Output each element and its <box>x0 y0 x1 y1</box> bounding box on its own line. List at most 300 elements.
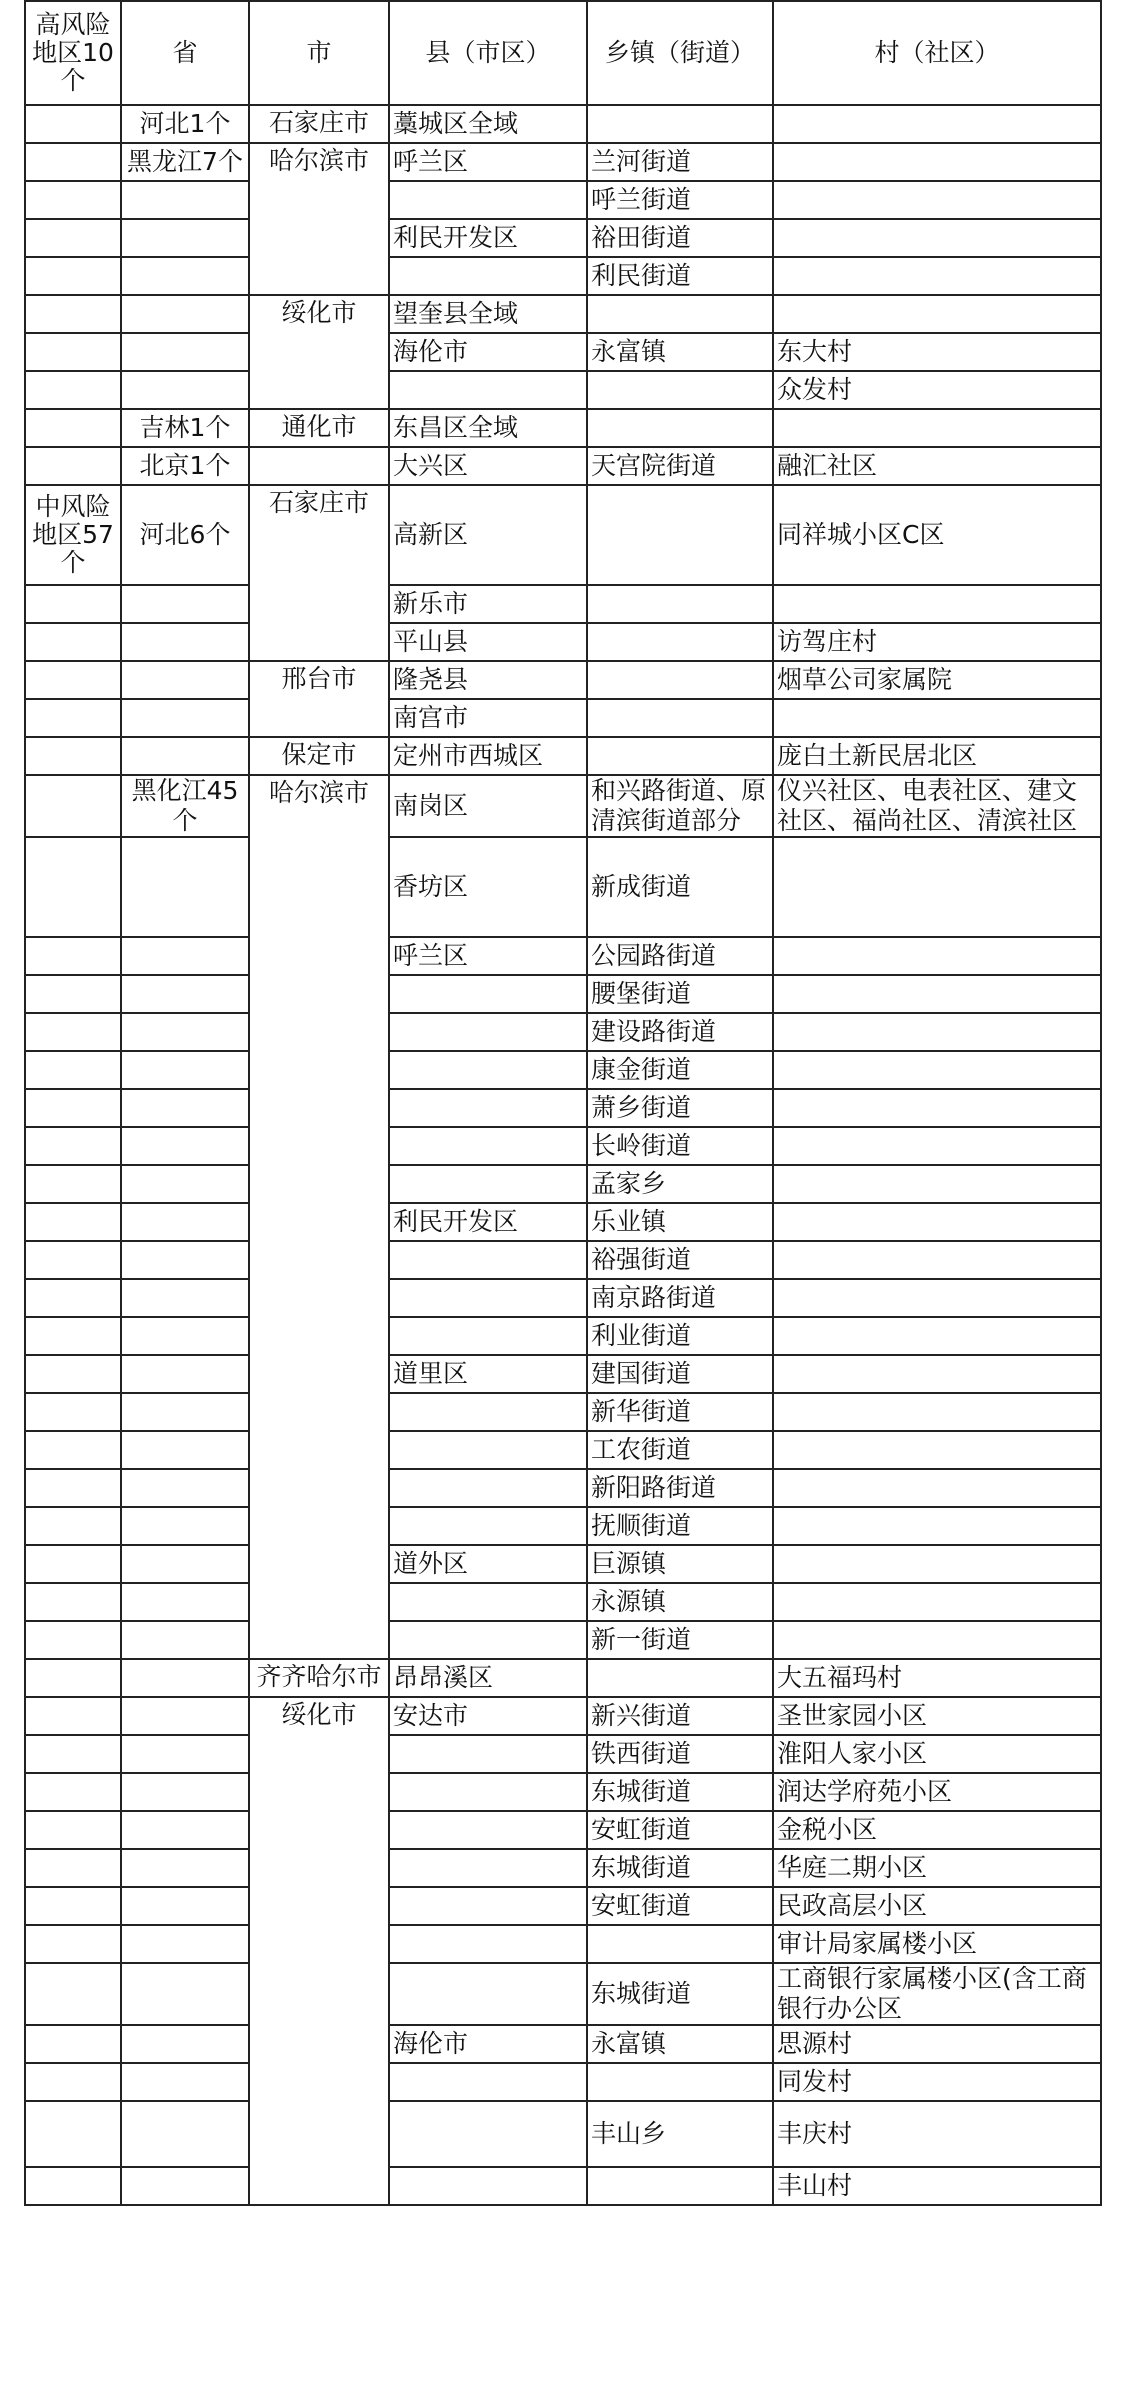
risk-category-cell <box>25 219 121 257</box>
table-row <box>25 1241 1101 1279</box>
city-cell: 哈尔滨市 <box>249 143 389 295</box>
county-cell: 南岗区 <box>389 775 587 837</box>
risk-category-cell <box>25 1735 121 1773</box>
table-row <box>25 181 1101 219</box>
county-cell: 利民开发区 <box>389 219 587 257</box>
table-row <box>25 1735 1101 1773</box>
village-cell <box>773 1127 1101 1165</box>
risk-category-cell <box>25 295 121 333</box>
province-cell <box>121 1849 249 1887</box>
city-cell: 齐齐哈尔市 <box>249 1659 389 1697</box>
province-cell <box>121 661 249 699</box>
county-cell <box>389 1887 587 1925</box>
table-row <box>25 1165 1101 1203</box>
village-cell <box>773 1507 1101 1545</box>
province-cell <box>121 333 249 371</box>
table-row <box>25 1393 1101 1431</box>
risk-category-cell <box>25 1811 121 1849</box>
township-cell <box>587 1925 773 1963</box>
county-cell: 呼兰区 <box>389 937 587 975</box>
village-cell: 同祥城小区C区 <box>773 485 1101 585</box>
village-cell <box>773 585 1101 623</box>
risk-category-cell <box>25 1051 121 1089</box>
county-cell <box>389 1849 587 1887</box>
province-cell: 河北6个 <box>121 485 249 585</box>
province-cell <box>121 1165 249 1203</box>
county-cell <box>389 1317 587 1355</box>
village-cell: 大五福玛村 <box>773 1659 1101 1697</box>
table-row <box>25 699 1101 737</box>
township-cell <box>587 1659 773 1697</box>
risk-category-cell <box>25 2101 121 2167</box>
table-row <box>25 1317 1101 1355</box>
county-cell <box>389 1583 587 1621</box>
table-row <box>25 1773 1101 1811</box>
city-cell: 哈尔滨市 <box>249 775 389 1659</box>
county-cell: 东昌区全域 <box>389 409 587 447</box>
header-county: 县（市区） <box>389 1 587 105</box>
city-cell <box>249 447 389 485</box>
risk-category-cell <box>25 1545 121 1583</box>
table-row <box>25 1621 1101 1659</box>
township-cell <box>587 623 773 661</box>
province-cell <box>121 1317 249 1355</box>
province-cell <box>121 1773 249 1811</box>
county-cell <box>389 1165 587 1203</box>
township-cell: 乐业镇 <box>587 1203 773 1241</box>
table-row <box>25 1697 1101 1735</box>
county-cell <box>389 1089 587 1127</box>
table-row <box>25 1431 1101 1469</box>
table-row <box>25 837 1101 937</box>
risk-category-label: 中风险地区57个 <box>25 485 121 585</box>
township-cell: 孟家乡 <box>587 1165 773 1203</box>
township-cell <box>587 371 773 409</box>
risk-category-cell <box>25 1127 121 1165</box>
village-cell <box>773 219 1101 257</box>
township-cell: 新阳路街道 <box>587 1469 773 1507</box>
risk-category-cell <box>25 1241 121 1279</box>
risk-category-cell <box>25 1963 121 2025</box>
province-cell <box>121 1051 249 1089</box>
township-cell: 萧乡街道 <box>587 1089 773 1127</box>
risk-category-cell <box>25 1431 121 1469</box>
village-cell <box>773 1545 1101 1583</box>
township-cell <box>587 737 773 775</box>
village-cell: 工商银行家属楼小区(含工商银行办公区 <box>773 1963 1101 2025</box>
table-row <box>25 1545 1101 1583</box>
village-cell: 丰庆村 <box>773 2101 1101 2167</box>
township-cell: 铁西街道 <box>587 1735 773 1773</box>
province-cell <box>121 1925 249 1963</box>
county-cell: 高新区 <box>389 485 587 585</box>
county-cell <box>389 1127 587 1165</box>
table-row <box>25 1013 1101 1051</box>
province-cell <box>121 2167 249 2205</box>
risk-category-cell <box>25 333 121 371</box>
county-cell: 藁城区全域 <box>389 105 587 143</box>
city-cell: 邢台市 <box>249 661 389 737</box>
township-cell <box>587 661 773 699</box>
county-cell <box>389 1925 587 1963</box>
township-cell: 巨源镇 <box>587 1545 773 1583</box>
village-cell: 同发村 <box>773 2063 1101 2101</box>
village-cell: 民政高层小区 <box>773 1887 1101 1925</box>
table-row <box>25 2063 1101 2101</box>
province-cell <box>121 2063 249 2101</box>
city-cell: 绥化市 <box>249 295 389 409</box>
county-cell: 海伦市 <box>389 2025 587 2063</box>
risk-area-table-body <box>25 1 1101 2205</box>
village-cell: 丰山村 <box>773 2167 1101 2205</box>
village-cell <box>773 1621 1101 1659</box>
village-cell <box>773 975 1101 1013</box>
table-row <box>25 1849 1101 1887</box>
township-cell: 天宫院街道 <box>587 447 773 485</box>
city-cell: 通化市 <box>249 409 389 447</box>
village-cell <box>773 409 1101 447</box>
township-cell: 公园路街道 <box>587 937 773 975</box>
county-cell <box>389 1735 587 1773</box>
province-cell <box>121 975 249 1013</box>
county-cell <box>389 2063 587 2101</box>
village-cell: 圣世家园小区 <box>773 1697 1101 1735</box>
county-cell <box>389 2101 587 2167</box>
township-cell: 丰山乡 <box>587 2101 773 2167</box>
village-cell <box>773 1317 1101 1355</box>
village-cell: 仪兴社区、电表社区、建文社区、福尚社区、清滨社区 <box>773 775 1101 837</box>
risk-category-cell <box>25 1013 121 1051</box>
county-cell: 呼兰区 <box>389 143 587 181</box>
table-row <box>25 1203 1101 1241</box>
county-cell <box>389 1393 587 1431</box>
table-row <box>25 257 1101 295</box>
county-cell <box>389 1773 587 1811</box>
county-cell: 香坊区 <box>389 837 587 937</box>
risk-category-cell <box>25 1393 121 1431</box>
risk-category-cell <box>25 105 121 143</box>
province-cell <box>121 219 249 257</box>
province-cell <box>121 1545 249 1583</box>
township-cell: 永源镇 <box>587 1583 773 1621</box>
township-cell: 和兴路街道、原清滨街道部分 <box>587 775 773 837</box>
province-cell <box>121 1393 249 1431</box>
province-cell <box>121 1431 249 1469</box>
county-cell <box>389 371 587 409</box>
risk-category-cell <box>25 371 121 409</box>
province-cell <box>121 1697 249 1735</box>
table-row <box>25 1811 1101 1849</box>
province-cell <box>121 1355 249 1393</box>
header-city: 市 <box>249 1 389 105</box>
county-cell <box>389 975 587 1013</box>
township-cell: 新一街道 <box>587 1621 773 1659</box>
table-row <box>25 975 1101 1013</box>
village-cell <box>773 1165 1101 1203</box>
township-cell <box>587 105 773 143</box>
county-cell <box>389 1013 587 1051</box>
township-cell <box>587 295 773 333</box>
county-cell: 南宫市 <box>389 699 587 737</box>
county-cell <box>389 1279 587 1317</box>
township-cell: 永富镇 <box>587 2025 773 2063</box>
township-cell: 东城街道 <box>587 1963 773 2025</box>
province-cell <box>121 2025 249 2063</box>
province-cell: 黑化江45个 <box>121 775 249 837</box>
risk-category-cell <box>25 1583 121 1621</box>
risk-category-cell <box>25 585 121 623</box>
province-cell <box>121 1621 249 1659</box>
header-row <box>25 1 1101 105</box>
risk-category-cell <box>25 409 121 447</box>
village-cell: 庞白土新民居北区 <box>773 737 1101 775</box>
risk-category-cell <box>25 2025 121 2063</box>
township-cell <box>587 699 773 737</box>
risk-category-cell <box>25 837 121 937</box>
risk-category-cell <box>25 257 121 295</box>
risk-category-cell <box>25 2063 121 2101</box>
risk-category-cell <box>25 1697 121 1735</box>
province-cell <box>121 1507 249 1545</box>
province-cell <box>121 1811 249 1849</box>
risk-category-cell <box>25 661 121 699</box>
header-township: 乡镇（街道） <box>587 1 773 105</box>
township-cell: 利业街道 <box>587 1317 773 1355</box>
township-cell: 安虹街道 <box>587 1811 773 1849</box>
risk-category-cell <box>25 1887 121 1925</box>
village-cell: 华庭二期小区 <box>773 1849 1101 1887</box>
township-cell: 裕强街道 <box>587 1241 773 1279</box>
province-cell <box>121 1887 249 1925</box>
township-cell: 南京路街道 <box>587 1279 773 1317</box>
province-cell <box>121 699 249 737</box>
village-cell <box>773 1469 1101 1507</box>
village-cell <box>773 181 1101 219</box>
village-cell: 访驾庄村 <box>773 623 1101 661</box>
township-cell: 腰堡街道 <box>587 975 773 1013</box>
table-row <box>25 485 1101 585</box>
table-row <box>25 2167 1101 2205</box>
village-cell <box>773 295 1101 333</box>
province-cell <box>121 257 249 295</box>
county-cell <box>389 1469 587 1507</box>
province-cell <box>121 737 249 775</box>
province-cell <box>121 623 249 661</box>
city-cell: 绥化市 <box>249 1697 389 2205</box>
province-cell <box>121 1241 249 1279</box>
table-row <box>25 333 1101 371</box>
village-cell <box>773 1241 1101 1279</box>
table-row <box>25 447 1101 485</box>
province-cell <box>121 1279 249 1317</box>
village-cell: 淮阳人家小区 <box>773 1735 1101 1773</box>
province-cell <box>121 1659 249 1697</box>
county-cell <box>389 1811 587 1849</box>
risk-category-cell <box>25 1849 121 1887</box>
risk-category-cell <box>25 975 121 1013</box>
risk-category-cell <box>25 1355 121 1393</box>
province-cell <box>121 1089 249 1127</box>
province-cell <box>121 1735 249 1773</box>
village-cell <box>773 1051 1101 1089</box>
province-cell <box>121 1127 249 1165</box>
county-cell: 隆尧县 <box>389 661 587 699</box>
risk-category-cell <box>25 181 121 219</box>
village-cell: 东大村 <box>773 333 1101 371</box>
village-cell <box>773 105 1101 143</box>
county-cell <box>389 1241 587 1279</box>
village-cell: 融汇社区 <box>773 447 1101 485</box>
risk-category-cell <box>25 1279 121 1317</box>
table-row <box>25 1127 1101 1165</box>
township-cell: 东城街道 <box>587 1773 773 1811</box>
township-cell: 利民街道 <box>587 257 773 295</box>
township-cell: 长岭街道 <box>587 1127 773 1165</box>
county-cell <box>389 2167 587 2205</box>
village-cell <box>773 1203 1101 1241</box>
province-cell <box>121 585 249 623</box>
township-cell: 建设路街道 <box>587 1013 773 1051</box>
table-row <box>25 1355 1101 1393</box>
risk-category-cell <box>25 1165 121 1203</box>
province-cell <box>121 1963 249 2025</box>
province-cell <box>121 837 249 937</box>
city-cell: 石家庄市 <box>249 485 389 661</box>
village-cell: 金税小区 <box>773 1811 1101 1849</box>
county-cell: 利民开发区 <box>389 1203 587 1241</box>
province-cell: 吉林1个 <box>121 409 249 447</box>
risk-category-cell <box>25 737 121 775</box>
table-row <box>25 2025 1101 2063</box>
table-row <box>25 1925 1101 1963</box>
township-cell: 新华街道 <box>587 1393 773 1431</box>
table-row <box>25 409 1101 447</box>
risk-category-cell <box>25 1621 121 1659</box>
table-row <box>25 219 1101 257</box>
county-cell: 定州市西城区 <box>389 737 587 775</box>
risk-area-table <box>24 0 1102 2206</box>
village-cell: 思源村 <box>773 2025 1101 2063</box>
risk-category-cell <box>25 447 121 485</box>
province-cell <box>121 371 249 409</box>
county-cell <box>389 1507 587 1545</box>
township-cell: 东城街道 <box>587 1849 773 1887</box>
risk-category-cell <box>25 699 121 737</box>
table-row <box>25 1089 1101 1127</box>
risk-category-cell <box>25 775 121 837</box>
table-row <box>25 105 1101 143</box>
table-row <box>25 1887 1101 1925</box>
province-cell: 北京1个 <box>121 447 249 485</box>
county-cell <box>389 1051 587 1089</box>
risk-category-cell <box>25 1089 121 1127</box>
county-cell <box>389 1621 587 1659</box>
city-cell: 石家庄市 <box>249 105 389 143</box>
table-row <box>25 2101 1101 2167</box>
province-cell <box>121 1013 249 1051</box>
risk-category-cell <box>25 143 121 181</box>
table-row <box>25 937 1101 975</box>
province-cell <box>121 937 249 975</box>
table-row <box>25 1507 1101 1545</box>
header-high-risk: 高风险地区10个 <box>25 1 121 105</box>
township-cell <box>587 2063 773 2101</box>
township-cell: 抚顺街道 <box>587 1507 773 1545</box>
village-cell <box>773 1431 1101 1469</box>
village-cell <box>773 699 1101 737</box>
risk-category-cell <box>25 623 121 661</box>
province-cell: 河北1个 <box>121 105 249 143</box>
village-cell: 众发村 <box>773 371 1101 409</box>
province-cell <box>121 1583 249 1621</box>
table-row <box>25 295 1101 333</box>
table-row <box>25 585 1101 623</box>
township-cell: 兰河街道 <box>587 143 773 181</box>
village-cell <box>773 1583 1101 1621</box>
village-cell <box>773 257 1101 295</box>
township-cell: 建国街道 <box>587 1355 773 1393</box>
table-row <box>25 1051 1101 1089</box>
township-cell <box>587 585 773 623</box>
township-cell: 永富镇 <box>587 333 773 371</box>
header-province: 省 <box>121 1 249 105</box>
province-cell <box>121 1203 249 1241</box>
risk-category-cell <box>25 1659 121 1697</box>
county-cell: 望奎县全域 <box>389 295 587 333</box>
township-cell <box>587 409 773 447</box>
header-village: 村（社区） <box>773 1 1101 105</box>
province-cell: 黑龙江7个 <box>121 143 249 181</box>
county-cell <box>389 1963 587 2025</box>
table-row <box>25 1583 1101 1621</box>
province-cell <box>121 181 249 219</box>
county-cell: 新乐市 <box>389 585 587 623</box>
risk-category-cell <box>25 1203 121 1241</box>
village-cell <box>773 1355 1101 1393</box>
township-cell: 裕田街道 <box>587 219 773 257</box>
village-cell <box>773 1393 1101 1431</box>
province-cell <box>121 1469 249 1507</box>
village-cell: 润达学府苑小区 <box>773 1773 1101 1811</box>
village-cell: 审计局家属楼小区 <box>773 1925 1101 1963</box>
village-cell <box>773 143 1101 181</box>
county-cell <box>389 181 587 219</box>
city-cell: 保定市 <box>249 737 389 775</box>
township-cell: 康金街道 <box>587 1051 773 1089</box>
township-cell: 工农街道 <box>587 1431 773 1469</box>
county-cell: 大兴区 <box>389 447 587 485</box>
township-cell <box>587 485 773 585</box>
risk-category-cell <box>25 937 121 975</box>
province-cell <box>121 295 249 333</box>
table-row <box>25 1963 1101 2025</box>
province-cell <box>121 2101 249 2167</box>
village-cell <box>773 1089 1101 1127</box>
county-cell <box>389 257 587 295</box>
village-cell: 烟草公司家属院 <box>773 661 1101 699</box>
township-cell: 新兴街道 <box>587 1697 773 1735</box>
village-cell <box>773 1013 1101 1051</box>
village-cell <box>773 1279 1101 1317</box>
township-cell: 新成街道 <box>587 837 773 937</box>
township-cell: 安虹街道 <box>587 1887 773 1925</box>
risk-category-cell <box>25 2167 121 2205</box>
county-cell: 昂昂溪区 <box>389 1659 587 1697</box>
county-cell <box>389 1431 587 1469</box>
table-row <box>25 371 1101 409</box>
table-row <box>25 737 1101 775</box>
county-cell: 安达市 <box>389 1697 587 1735</box>
